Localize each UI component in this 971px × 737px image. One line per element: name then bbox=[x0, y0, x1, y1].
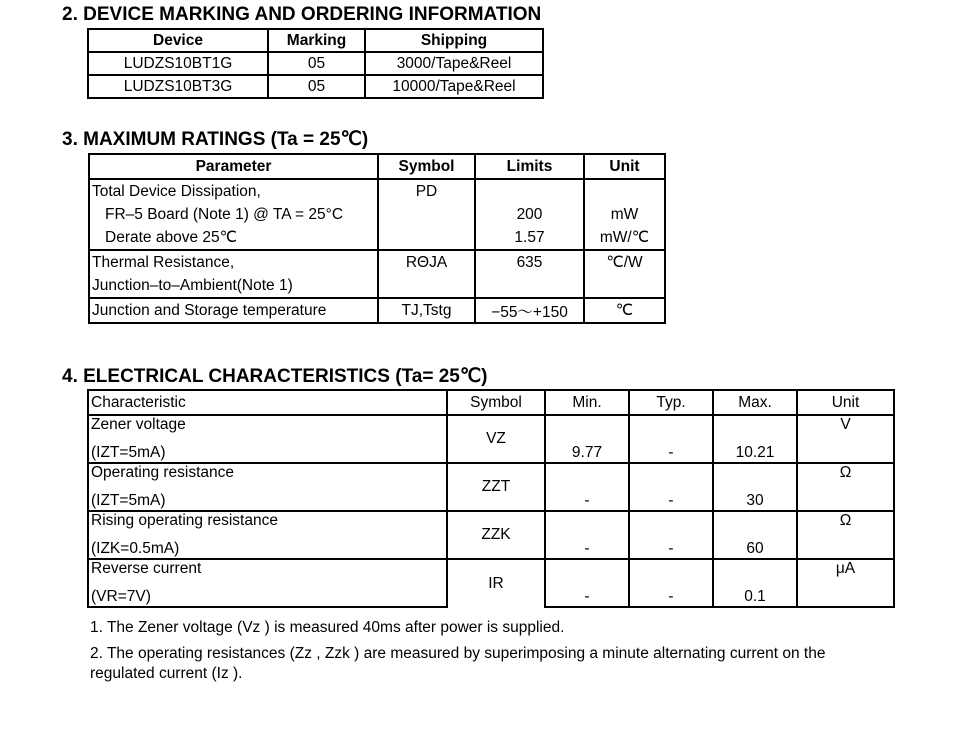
table-row bbox=[89, 298, 665, 323]
section-2-title: 2. DEVICE MARKING AND ORDERING INFORMATION bbox=[62, 4, 542, 25]
shipping-cell: 3000/Tape&Reel bbox=[365, 52, 543, 75]
section-3-title: 3. MAXIMUM RATINGS (Ta = 25℃) bbox=[62, 129, 369, 150]
unit-cell: ℃ bbox=[584, 298, 665, 323]
characteristic-condition: (IZK=0.5mA) bbox=[88, 535, 447, 559]
characteristic-name: Operating resistance bbox=[88, 463, 447, 487]
unit-cell: Ω bbox=[797, 511, 894, 535]
max-cell bbox=[713, 463, 797, 487]
parameter-cell: FR–5 Board (Note 1) @ TA = 25°C bbox=[89, 203, 378, 226]
characteristic-name: Reverse current bbox=[88, 559, 447, 583]
header-marking: Marking bbox=[268, 29, 365, 52]
header-characteristic: Characteristic bbox=[88, 390, 447, 415]
table-row bbox=[89, 203, 665, 226]
note-2-line-2: regulated current (Iz ). bbox=[90, 665, 243, 682]
characteristic-condition: (IZT=5mA) bbox=[88, 487, 447, 511]
unit-cell: ℃/W bbox=[584, 250, 665, 274]
header-min: Min. bbox=[545, 390, 629, 415]
table-row bbox=[88, 75, 543, 98]
header-symbol: Symbol bbox=[447, 390, 545, 415]
symbol-cell: ZZK bbox=[447, 511, 545, 559]
typ-cell bbox=[629, 511, 713, 535]
header-device: Device bbox=[88, 29, 268, 52]
max-cell bbox=[713, 559, 797, 583]
header-limits: Limits bbox=[475, 154, 584, 179]
device-cell: LUDZS10BT1G bbox=[88, 52, 268, 75]
min-cell: - bbox=[545, 583, 629, 607]
device-cell: LUDZS10BT3G bbox=[88, 75, 268, 98]
symbol-cell: IR bbox=[447, 559, 545, 607]
unit-cell: mW bbox=[584, 203, 665, 226]
header-typ: Typ. bbox=[629, 390, 713, 415]
table-row bbox=[88, 559, 894, 583]
table-row bbox=[89, 250, 665, 274]
table-row bbox=[88, 52, 543, 75]
limit-cell: 635 bbox=[475, 250, 584, 274]
table-row bbox=[89, 179, 665, 203]
max-cell: 10.21 bbox=[713, 439, 797, 463]
min-cell bbox=[545, 463, 629, 487]
electrical-characteristics-table bbox=[87, 389, 895, 608]
device-marking-table bbox=[87, 28, 544, 99]
min-cell: 9.77 bbox=[545, 439, 629, 463]
section-4-title: 4. ELECTRICAL CHARACTERISTICS (Ta= 25℃) bbox=[62, 366, 488, 387]
characteristic-condition: (VR=7V) bbox=[88, 583, 447, 607]
header-unit: Unit bbox=[584, 154, 665, 179]
symbol-cell: PD bbox=[378, 179, 475, 203]
characteristic-condition: (IZT=5mA) bbox=[88, 439, 447, 463]
symbol-cell: VZ bbox=[447, 415, 545, 463]
symbol-cell: ZZT bbox=[447, 463, 545, 511]
table-row bbox=[89, 226, 665, 250]
table-row bbox=[88, 415, 894, 439]
unit-cell bbox=[797, 439, 894, 463]
header-shipping: Shipping bbox=[365, 29, 543, 52]
unit-cell: μA bbox=[797, 559, 894, 583]
symbol-cell bbox=[378, 226, 475, 250]
min-cell bbox=[545, 511, 629, 535]
max-cell bbox=[713, 415, 797, 439]
header-parameter: Parameter bbox=[89, 154, 378, 179]
table-header-row bbox=[88, 29, 543, 52]
typ-cell: - bbox=[629, 535, 713, 559]
parameter-cell: Junction and Storage temperature bbox=[89, 298, 378, 323]
limit-cell: 200 bbox=[475, 203, 584, 226]
header-unit: Unit bbox=[797, 390, 894, 415]
parameter-cell: Derate above 25℃ bbox=[89, 226, 378, 250]
table-row bbox=[88, 463, 894, 487]
maximum-ratings-table bbox=[88, 153, 666, 324]
symbol-cell: RΘJA bbox=[378, 250, 475, 274]
typ-cell bbox=[629, 463, 713, 487]
symbol-cell: TJ,Tstg bbox=[378, 298, 475, 323]
note-1: 1. The Zener voltage (Vz ) is measured 40ms after power is supplied. bbox=[90, 619, 565, 636]
parameter-cell: Total Device Dissipation, bbox=[89, 179, 378, 203]
typ-cell bbox=[629, 415, 713, 439]
unit-cell bbox=[797, 487, 894, 511]
header-symbol: Symbol bbox=[378, 154, 475, 179]
characteristic-name: Rising operating resistance bbox=[88, 511, 447, 535]
parameter-cell: Junction–to–Ambient(Note 1) bbox=[89, 274, 378, 298]
max-cell: 60 bbox=[713, 535, 797, 559]
unit-cell: V bbox=[797, 415, 894, 439]
max-cell: 0.1 bbox=[713, 583, 797, 607]
limit-cell bbox=[475, 179, 584, 203]
min-cell bbox=[545, 559, 629, 583]
min-cell bbox=[545, 415, 629, 439]
table-row bbox=[88, 511, 894, 535]
typ-cell bbox=[629, 559, 713, 583]
shipping-cell: 10000/Tape&Reel bbox=[365, 75, 543, 98]
limit-cell: −55～+150 bbox=[475, 298, 584, 323]
unit-cell: mW/℃ bbox=[584, 226, 665, 250]
unit-cell: Ω bbox=[797, 463, 894, 487]
max-cell: 30 bbox=[713, 487, 797, 511]
unit-cell bbox=[584, 179, 665, 203]
typ-cell: - bbox=[629, 583, 713, 607]
marking-cell: 05 bbox=[268, 52, 365, 75]
table-header-row bbox=[88, 390, 894, 415]
symbol-cell bbox=[378, 203, 475, 226]
unit-cell bbox=[797, 583, 894, 607]
unit-cell bbox=[797, 535, 894, 559]
table-row bbox=[89, 274, 665, 298]
typ-cell: - bbox=[629, 487, 713, 511]
typ-cell: - bbox=[629, 439, 713, 463]
marking-cell: 05 bbox=[268, 75, 365, 98]
limit-cell: 1.57 bbox=[475, 226, 584, 250]
max-cell bbox=[713, 511, 797, 535]
symbol-cell bbox=[378, 274, 475, 298]
header-max: Max. bbox=[713, 390, 797, 415]
min-cell: - bbox=[545, 535, 629, 559]
table-header-row bbox=[89, 154, 665, 179]
characteristic-name: Zener voltage bbox=[88, 415, 447, 439]
unit-cell bbox=[584, 274, 665, 298]
limit-cell bbox=[475, 274, 584, 298]
min-cell: - bbox=[545, 487, 629, 511]
note-2-line-1: 2. The operating resistances (Zz , Zzk ) are measured by superimposing a minute alternating current on the bbox=[90, 645, 826, 662]
parameter-cell: Thermal Resistance, bbox=[89, 250, 378, 274]
